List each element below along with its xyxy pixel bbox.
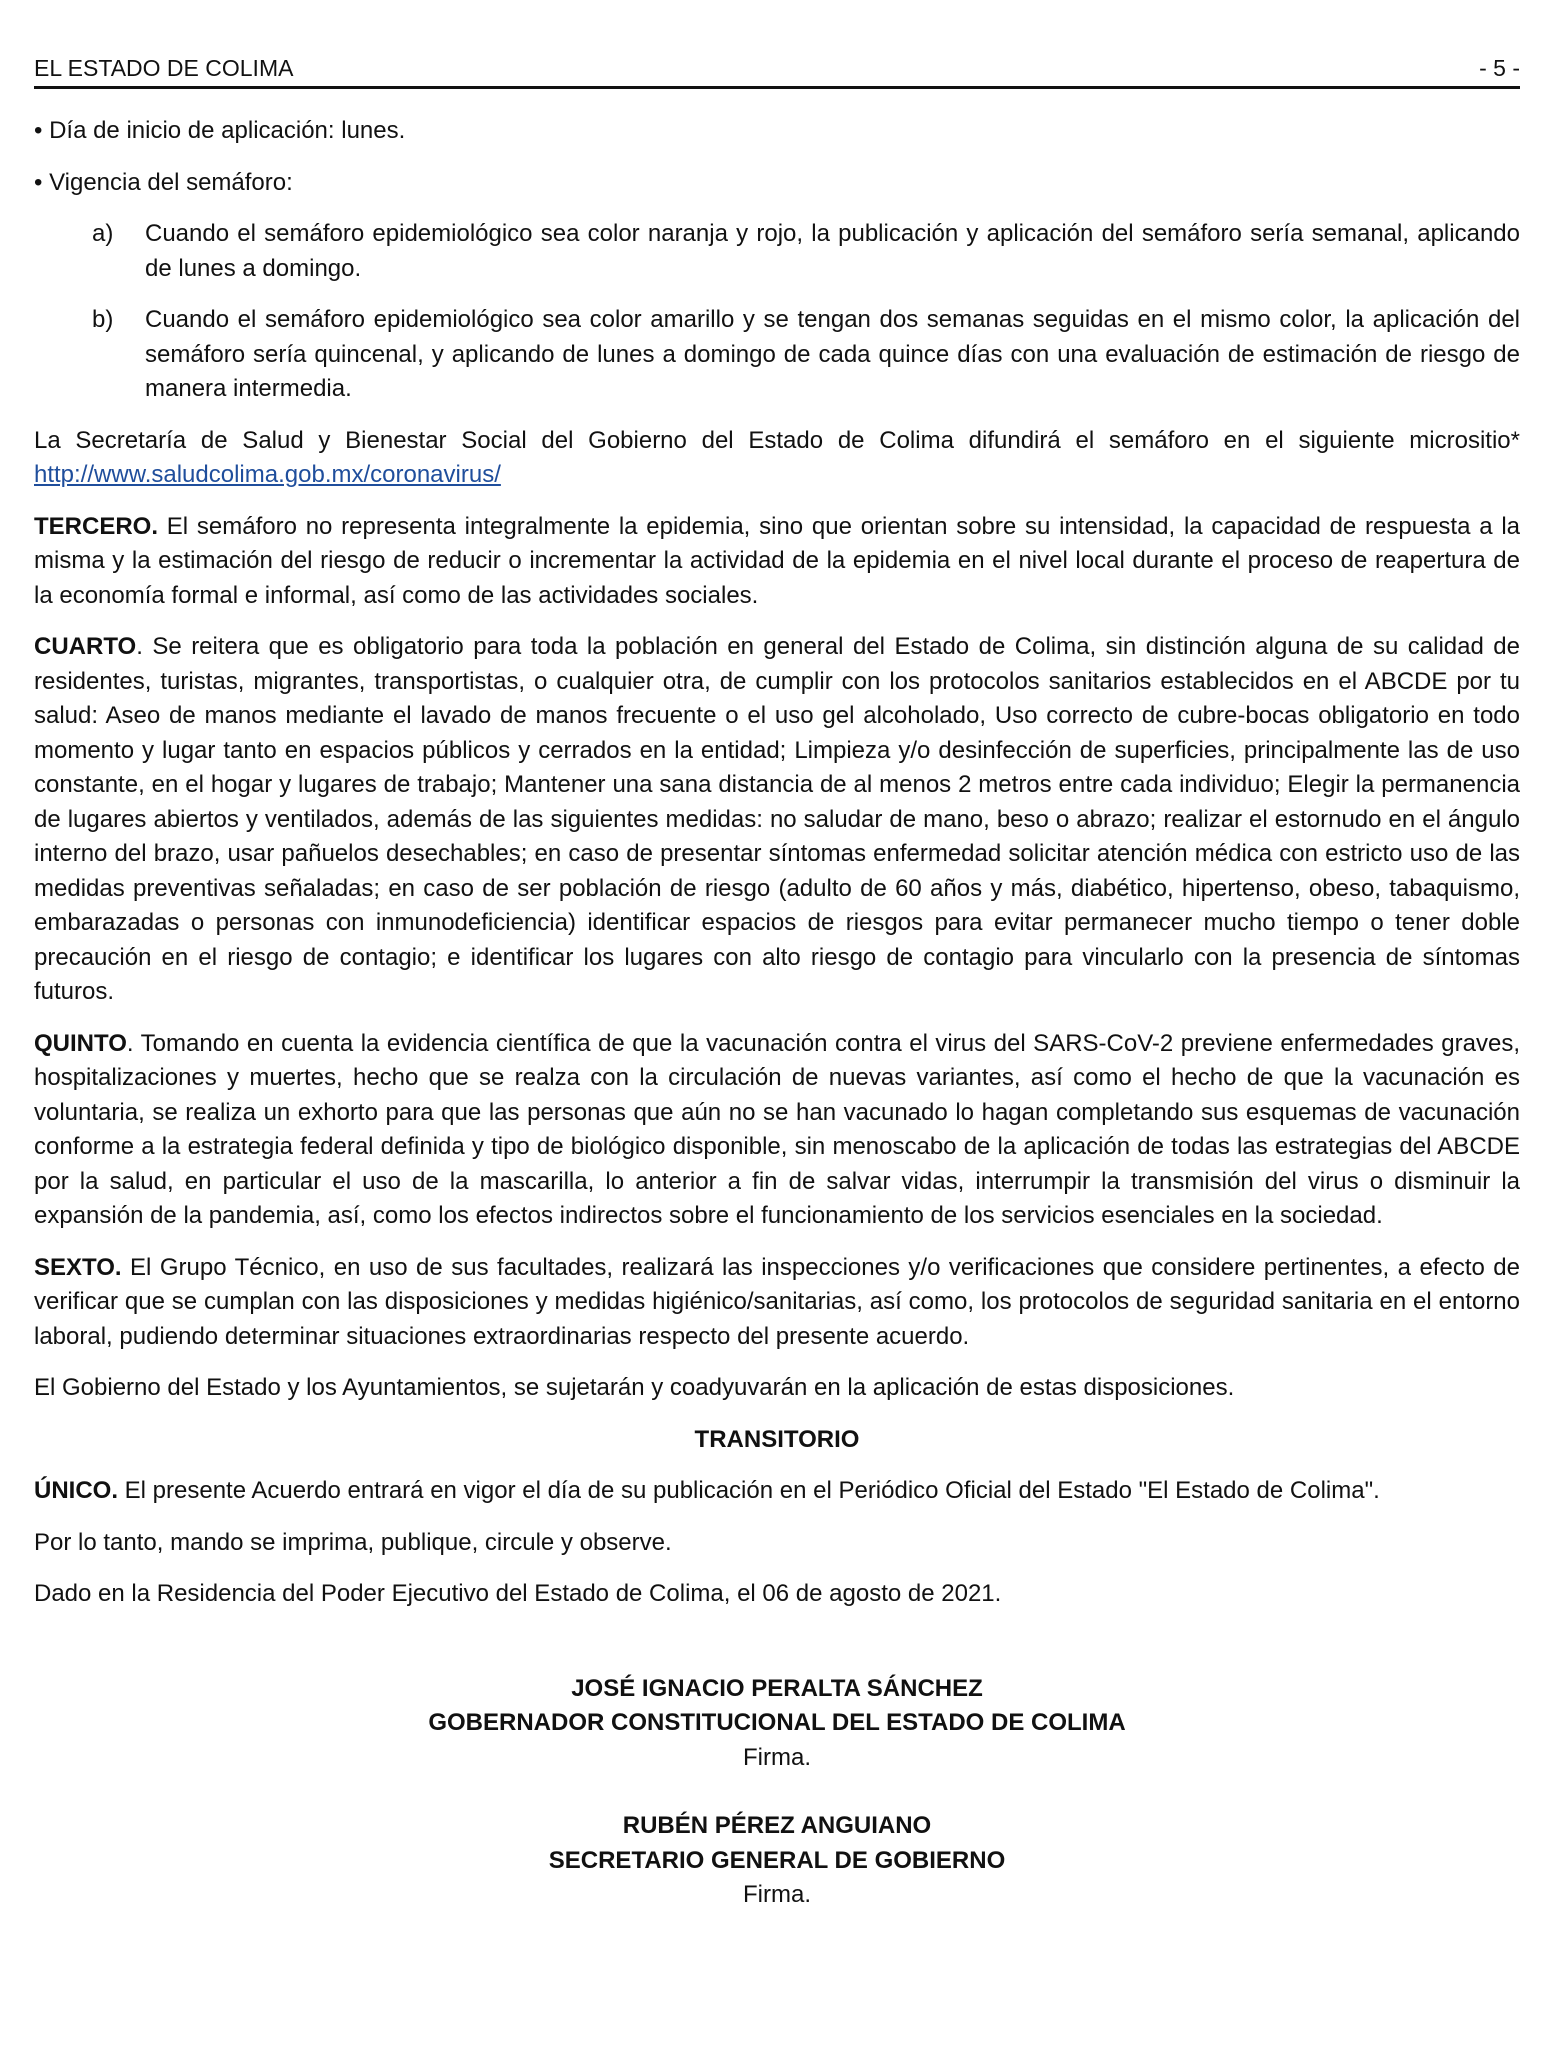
- list-item-a: [92, 217, 1520, 286]
- section-tercero: [34, 510, 1520, 614]
- section-sexto: [34, 1251, 1520, 1355]
- signature-governor: [34, 1672, 1520, 1776]
- page-header: [34, 54, 1520, 89]
- list-marker: b): [92, 306, 114, 333]
- section-text: . Se reitera que es obligatorio para toda la población en general del Estado de Colima, sin distinción alguna de su calidad de residentes, turistas, migrantes, transportistas, o cualquier otra, de cumplir con los protocolos sanitarios establecidos en el ABCDE por tu salud: Aseo de manos mediante el lavado de manos frecuente o el uso gel alcoholado, Uso correcto de cubre-bocas obligatorio en todo momento y lugar tanto en espacios públicos y cerrados en la entidad; Limpieza y/o desinfección de superficies, principalmente las de uso constante, en el hogar y lugares de trabajo; Mantener una sana distancia de al menos 2 metros entre cada individuo; Elegir la permanencia de lugares abiertos y ventilados, además de las siguientes medidas: no saludar de mano, beso o abrazo; realizar el estornudo en el ángulo interno del brazo, usar pañuelos desechables; en caso de presentar síntomas enfermedad solicitar atención médica con estricto uso de las medidas preventivas señaladas; en caso de ser población de riesgo (adulto de 60 años y más, diabético, hipertenso, obeso, tabaquismo, embarazadas o personas con inmunodeficiencia) identificar espacios de riesgos para evitar permanecer mucho tiempo o tener doble precaución en el riesgo de contagio; e identificar los lugares con alto riesgo de contagio para vincularlo con la presencia de síntomas futuros.: [34, 633, 1520, 1005]
- section-label: ÚNICO.: [34, 1477, 118, 1504]
- signer-role: GOBERNADOR CONSTITUCIONAL DEL ESTADO DE COLIMA: [428, 1709, 1126, 1736]
- list-marker: a): [92, 220, 114, 247]
- transitorio-unico: [34, 1474, 1520, 1509]
- closing-imprima: Por lo tanto, mando se imprima, publique, circule y observe.: [34, 1528, 672, 1556]
- micrositio-link[interactable]: http://www.saludcolima.gob.mx/coronavirus/: [34, 461, 501, 488]
- document-body: [34, 114, 1520, 1612]
- section-label: CUARTO: [34, 633, 137, 660]
- list-text: Cuando el semáforo epidemiológico sea color amarillo y se tengan dos semanas seguidas en el mismo color, la aplicación del semáforo sería quincenal, y aplicando de lunes a domingo de cada quince días con una evaluación de estimación de riesgo de manera intermedia.: [145, 306, 1520, 402]
- bullet-vigencia: • Vigencia del semáforo:: [34, 168, 293, 196]
- document-page: [34, 54, 1520, 1913]
- section-text: El presente Acuerdo entrará en vigor el día de su publicación en el Periódico Oficial del Estado "El Estado de Colima".: [118, 1477, 1380, 1504]
- page-number: - 5 -: [1479, 55, 1520, 81]
- micrositio-text: La Secretaría de Salud y Bienestar Social del Gobierno del Estado de Colima difundirá el semáforo en el siguiente micrositio*: [34, 426, 1520, 454]
- section-quinto: [34, 1027, 1520, 1234]
- section-label: SEXTO.: [34, 1253, 122, 1281]
- section-text: El Grupo Técnico, en uso de sus facultades, realizará las inspecciones y/o verificaciones que considere pertinentes, a efecto de verificar que se cumplan con las disposiciones y medidas higiénico/sanitarias, así como, los protocolos de seguridad sanitaria en el entorno laboral, pudiendo determinar situaciones extraordinarias respecto del presente acuerdo.: [34, 1253, 1520, 1350]
- list-item-b: [92, 303, 1520, 407]
- header-title: EL ESTADO DE COLIMA: [34, 55, 294, 81]
- gobierno-paragraph: El Gobierno del Estado y los Ayuntamientos, se sujetarán y coadyuvarán en la aplicación de estas disposiciones.: [34, 1374, 1235, 1401]
- closing-dado: Dado en la Residencia del Poder Ejecutivo del Estado de Colima, el 06 de agosto de 2021.: [34, 1580, 1002, 1607]
- signature-secretary: [34, 1809, 1520, 1913]
- signer-name: JOSÉ IGNACIO PERALTA SÁNCHEZ: [571, 1674, 983, 1702]
- section-text: . Tomando en cuenta la evidencia científica de que la vacunación contra el virus del SARS-CoV-2 previene enfermedades graves, hospitalizaciones y muertes, hecho que se realza con la circulación de nuevas variantes, así como el hecho de que la vacunación es voluntaria, se realiza un exhorto para que las personas que aún no se han vacunado lo hagan completando sus esquemas de vacunación conforme a la estrategia federal definida y tipo de biológico disponible, sin menoscabo de la aplicación de todas las estrategias del ABCDE por la salud, en particular el uso de la mascarilla, lo anterior a fin de salvar vidas, interrumpir la transmisión del virus o disminuir la expansión de la pandemia, así, como los efectos indirectos sobre el funcionamiento de los servicios esenciales en la sociedad.: [34, 1029, 1520, 1229]
- section-text: El semáforo no representa integralmente la epidemia, sino que orientan sobre su intensidad, la capacidad de respuesta a la misma y la estimación del riesgo de reducir o incrementar la actividad de la epidemia en el nivel local durante el proceso de reapertura de la economía formal e informal, así como de las actividades sociales.: [34, 512, 1520, 609]
- bullet-inicio: • Día de inicio de aplicación: lunes.: [34, 117, 406, 144]
- list-text: Cuando el semáforo epidemiológico sea color naranja y rojo, la publicación y aplicación del semáforo sería semanal, aplicando de lunes a domingo.: [145, 220, 1520, 282]
- signer-firma: Firma.: [743, 1743, 811, 1771]
- transitorio-title: TRANSITORIO: [694, 1425, 860, 1453]
- signer-firma: Firma.: [743, 1881, 811, 1908]
- section-label: TERCERO.: [34, 512, 159, 540]
- signer-name: RUBÉN PÉREZ ANGUIANO: [622, 1812, 932, 1839]
- section-cuarto: [34, 630, 1520, 1010]
- signer-role: SECRETARIO GENERAL DE GOBIERNO: [548, 1846, 1006, 1874]
- section-label: QUINTO: [34, 1029, 127, 1057]
- micrositio-paragraph: [34, 424, 1520, 493]
